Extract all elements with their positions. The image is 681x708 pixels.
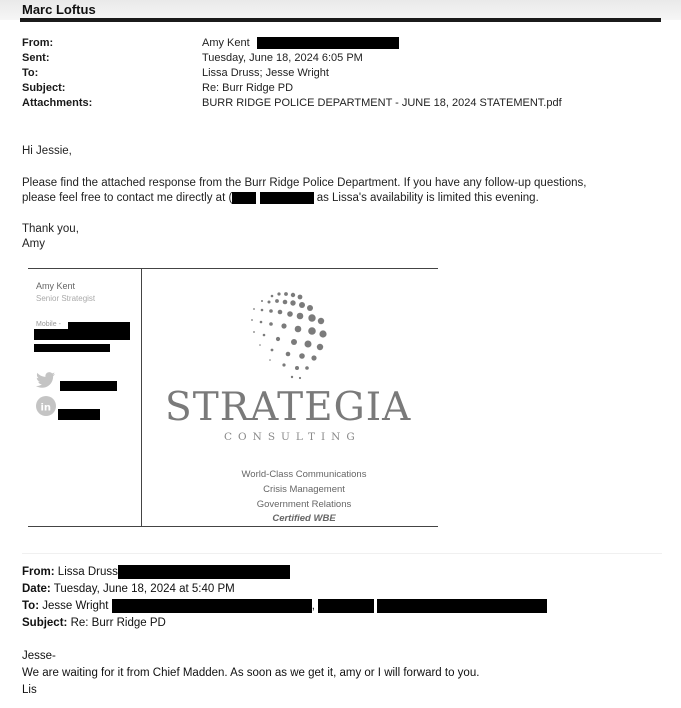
quoted-subject-row [22,616,166,631]
svg-text:in: in [40,402,52,414]
quoted-to-label: To: [22,600,40,613]
quoted-line-2: We are waiting for it from Chief Madden. As soon as we get it, amy or I will forward to you. [22,667,480,679]
sender-name: Amy [22,238,45,250]
redacted-quoted-to-3 [377,599,547,613]
twitter-icon[interactable] [36,372,56,388]
redacted-quoted-to-1 [112,599,312,613]
quoted-line-3: Lis [22,684,37,696]
from-label: From: [22,37,54,49]
tagline-3: Government Relations [256,499,352,510]
sent-value: Tuesday, June 18, 2024 6:05 PM [202,52,363,64]
redacted-quoted-email [118,565,290,579]
to-value: Lissa Druss; Jesse Wright [202,67,329,79]
logo-wordmark: STRATEGIA [165,385,412,430]
globe-logo-icon [242,291,342,386]
signature-block [28,268,438,527]
redacted-phone [260,192,314,204]
signature-title: Senior Strategist [36,294,96,303]
quoted-date-row [22,582,235,597]
quoted-from-row [22,565,290,580]
sent-label: Sent: [22,52,50,64]
from-name: Amy Kent [202,37,250,49]
redacted-quoted-to-2 [318,599,374,613]
printout-owner: Marc Loftus [22,2,96,17]
message-line-2-end: as Lissa's availability is limited this evening. [313,192,539,204]
quoted-to-row: To: Jesse Wright , [22,599,547,614]
to-label: To: [22,67,39,79]
redacted-area-code [232,192,256,204]
attachment-link[interactable]: BURR RIDGE POLICE DEPARTMENT - JUNE 18, 2024 STATEMENT.pdf [202,97,562,109]
redacted-twitter [60,381,117,391]
redacted-email [257,37,399,49]
logo-subtitle: CONSULTING [224,431,361,443]
quoted-date-label: Date: [22,583,51,595]
signature-name: Amy Kent [36,281,76,291]
quoted-to-value: Jesse Wright [42,600,109,613]
printout-banner [0,0,681,20]
thanks: Thank you, [22,223,79,235]
faint-divider [22,553,662,554]
tagline-certified: Certified WBE [272,513,336,524]
subject-value: Re: Burr Ridge PD [202,82,294,94]
greeting: Hi Jessie, [22,145,72,157]
subject-label: Subject: [22,82,66,94]
message-line-2-start: please feel free to contact me directly at ( [22,192,233,204]
message-line-2 [22,191,539,206]
quoted-line-1: Jesse- [22,650,56,662]
attachments-label: Attachments: [22,97,93,109]
redacted-mobile-2 [34,329,130,340]
redacted-email-sig [34,344,110,352]
message-line-1: Please find the attached response from the Burr Ridge Police Department. If you have any follow-up questions, [22,177,587,189]
tagline-1: World-Class Communications [241,469,367,480]
from-value [202,36,399,50]
redacted-linkedin [58,409,100,420]
linkedin-icon[interactable] [36,396,56,416]
quoted-subject-label: Subject: [22,617,68,629]
quoted-from-value: Lissa Druss [57,566,118,579]
quoted-from-label: From: [22,566,55,579]
signature-divider [141,269,142,526]
quoted-subject-value: Re: Burr Ridge PD [70,617,166,629]
signature-mobile-label: Mobile - [36,321,61,328]
quoted-date-value: Tuesday, June 18, 2024 at 5:40 PM [53,583,235,595]
header-rule [20,18,661,22]
tagline-2: Crisis Management [263,484,345,495]
